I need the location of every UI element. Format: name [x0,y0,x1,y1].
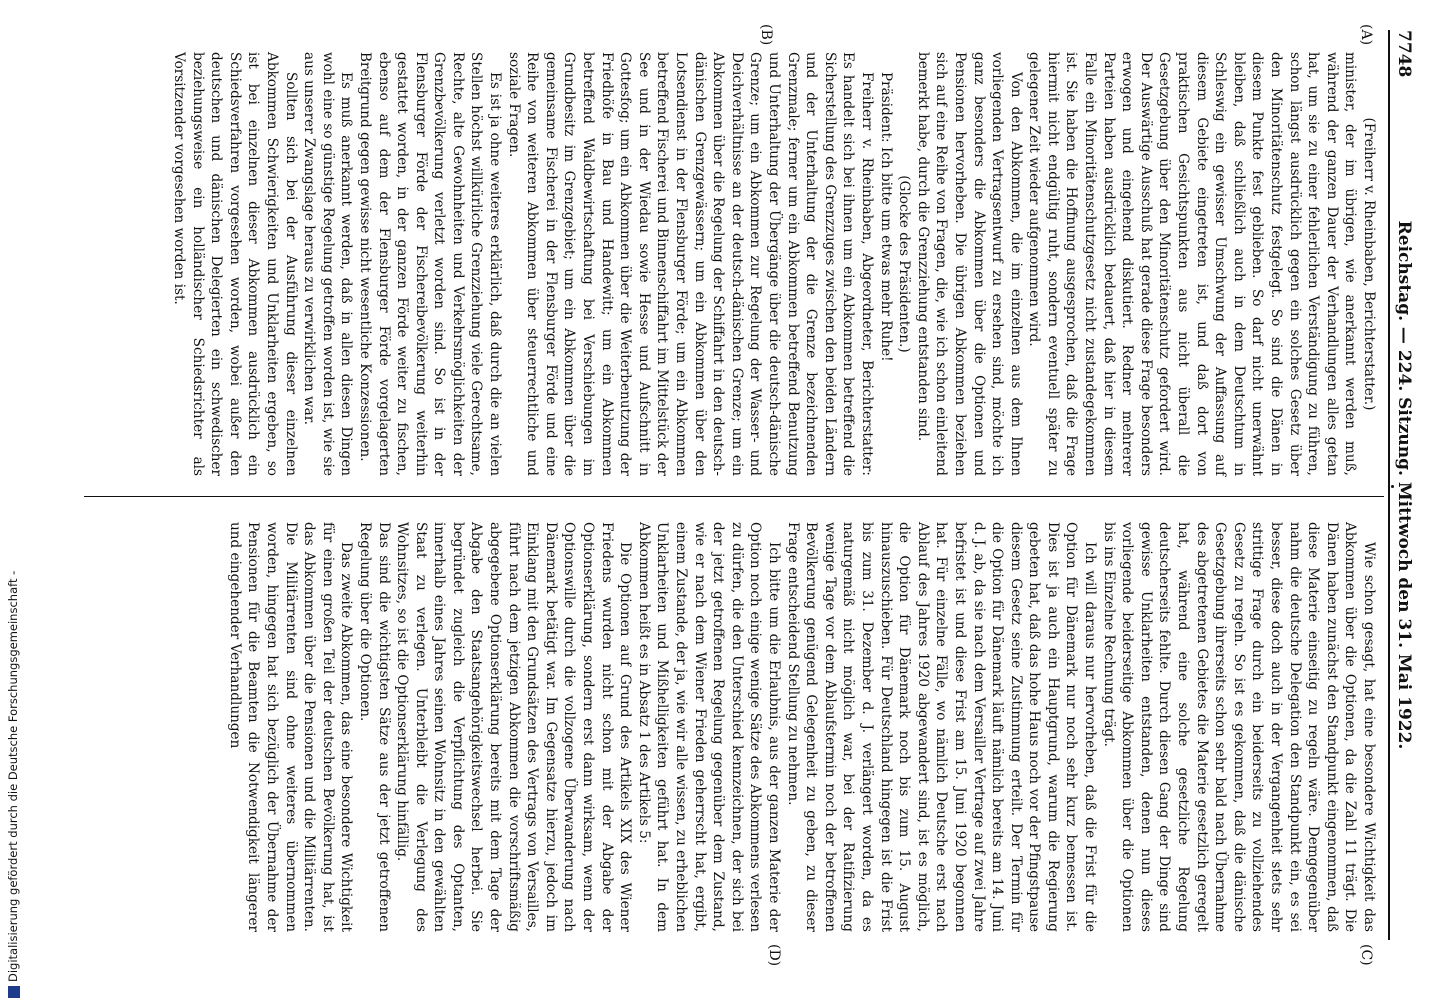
paragraph: Das zweite Abkommen, das eine besondere Wichtigkeit für einen großen Teil der deutschen Bevölkerung hat, ist das Abkommen über die Pensionen und die Militärrenten. Die Militärrenten sind ohne weiteres übernommen worden, hingegen hat sich bezüglich der Übernahme der Pensionen für die Beamten die Notwendigkeit längerer und eingehender Verhandlungen [226,522,355,932]
footer-credit: Digitalisierung gefördert durch die Deutsche Forschungsgemeinschaft - [6,570,20,982]
quotation: Die Optionen auf Grund des Artikels XIX des Wiener Friedens wurden nicht schon mit der Abgabe der Optionserklärung, sondern erst dann wirksam, wenn der Optionswille durch die vollzogene Überwanderung nach Dänemark betätigt war. Im Gegensatze hierzu, jedoch im Einklang mit den Grundsätzen des Vertrags von Versailles, führt nach dem jetzigen Abkommen die vorschriftsmäßig abgegebene Optionserklärung bereits mit dem Tage der Abgabe den Staatsangehörigkeitswechsel herbei. Sie begründet zugleich die Verpflichtung des Optanten, innerhalb eines Jahres seinen Wohnsitz in den gewählten Staat zu verlegen. Unterbleibt die Verlegung des Wohnsitzes, so ist die Optionserklärung hinfällig. [394,522,634,932]
paragraph: Das sind die wichtigsten Sätze aus der jetzt getroffenen Regelung über die Optionen. [356,522,392,932]
page-number: 7748 [1394,30,1414,78]
paragraph: Es ist ja ohne weiteres erklärlich, daß durch die an vielen Stellen höchst willkürliche Grenzziehung viele Gerechtsame, Rechte, alte Gewohnheiten und Verkehrsmöglichkeiten der Grenzbevölkerung verletzt worden sind. So ist in der Flensburger Förde der Fischereibevölkerung weiterhin gestattet worden, in der ganzen Förde weiter zu fischen, ebenso auf dem der Flensburger Förde vorgelagerten Breitgrund gegen gewisse nicht wesentliche Konzessionen. [356,52,504,476]
paragraph: minister, der im übrigen, wie anerkannt werden muß, während der ganzen Dauer der Verhandlungen alles getan hat, um sie zu einer fehlerlichen Verständigung zu führen, schon längst ausdrücklich gegen ein solches Gesetz über den Minoritätenschutz festgelegt. So sind die Dänen in diesem Punkte fest geblieben. So darf nicht unerwähnt bleiben, daß schließlich auch in dem Deutschtum in Schleswig ein gewisser Umschwung der Auffassung auf diesem Gebiete eingetreten ist, und daß dort von praktischen Gesichtspunkten aus nicht überall die Gesetzgebung über den Minoritätenschutz gefordert wird. Der Auswärtige Ausschuß hat gerade diese Frage besonders erwogen und eingehend diskutiert. Redner mehrerer Parteien haben ausdrücklich bedauert, daß hier in diesem Falle ein Minoritätenschutzgesetz nicht zustandegekommen ist. Sie haben die Hoffnung ausgesprochen, daß die Frage hiermit nicht endgültig ruht, sondern eventuell später zu gelegener Zeit wieder aufgenommen wird. [1026,52,1359,476]
paragraph: Es muß anerkannt werden, daß in allen diesen Dingen wohl eine so günstige Regelung getroffen worden ist, wie sie aus unserer Zwangslage heraus zu verwirklichen war. [301,52,355,476]
margin-marker-c: (C) [1358,944,1374,966]
paragraph: Ich bitte um die Erlaubnis, aus der ganzen Materie der Option noch einige wenige Sätze des Abkommens verlesen zu dürfen, die den Unterschied kennzeichnen, der sich bei der jetzt getroffenen Regelung gegenüber dem Zustand, wie er nach dem Wiener Frieden geherrscht hat, ergibt, einem Zustande, der ja, wie wir alle wissen, zu erheblichen Unklarheiten und Mißhelligkeiten geführt hat. In dem Abkommen heißt es in Absatz 1 des Artikels 5: [635,522,782,932]
margin-marker-a: (A) [1358,24,1374,46]
paragraph: Ich will daraus nur hervorheben, daß die Frist für die Option für Dänemark nur noch sehr kurz bemessen ist. Dies ist ja auch ein Hauptgrund, warum die Regierung gebeten hat, daß das hohe Haus noch vor der Pfingstpause diesem Gesetz seine Zustimmung erteilt. Der Termin für die Option für Dänemark läuft nämlich bereits am 14. Juni d. J. ab, da sie nach dem Versailler Vertrage auf zwei Jahre befristet ist und diese Frist am 15. Juni 1920 begonnen hat. Für einzelne Fälle, wo nämlich Deutsche erst nach Ablauf des Jahres 1920 abgewandert sind, ist es möglich, die Option für Dänemark noch bis zum 15. August hinauszuschieben. Für Deutschland hingegen ist die Frist bis zum 31. Dezember d. J. verlängert worden, da es naturgemäß nicht möglich war, bei der Ratifizierung wenige Tage vor dem Ablaufstermin noch der betroffenen Bevölkerung genügend Gelegenheit zu geben, zu dieser Frage entscheidend Stellung zu nehmen. [784,522,1099,932]
dfg-logo-icon [8,986,20,998]
paragraph: Von den Abkommen, die im einzelnen aus dem Ihnen vorliegenden Vertragsentwurf zu ersehen sind, möchte ich ganz besonders die Abkommen über die Optionen und Pensionen hervorheben. Die übrigen Abkommen beziehen sich auf eine Reihe von Fragen, die, wie ich schon einleitend bemerkt habe, durch die Grenzziehung entstanden sind. [914,52,1024,476]
margin-marker-b: (B) [758,24,774,46]
paragraph: Sollten sich bei der Ausführung dieser einzelnen Abkommen Schwierigkeiten und Unklarheiten ergeben, so ist bei einzelnen dieser Abkommen ausdrücklich ein Schiedsverfahren vorgesehen worden, wobei außer den deutschen und dänischen Delegierten ein schwedischer beziehungsweise ein holländischer Schiedsrichter als Vorsitzender vorgesehen worden ist. [171,52,299,476]
paragraph: Wie schon gesagt, hat eine besondere Wichtigkeit das Abkommen über die Optionen, da die Zahl 11 trägt. Die Dänen haben zunächst den Standpunkt eingenommen, daß diese Materie einseitig zu regeln wäre. Demgegenüber nahm die deutsche Delegation den Standpunkt ein, es sei besser, diese doch auch in der Vergangenheit stets sehr strittige Frage durch ein beiderseits zu vollziehendes Gesetz zu regeln. So ist es gekommen, daß die dänische Gesetzgebung ihrerseits schon sehr bald nach Übernahme des abgetretenen Gebietes die Materie gesetzlich geregelt hat, während eine solche gesetzliche Regelung deutscherseits fehlte. Durch diesen Gang der Dinge sind gewisse Unklarheiten entstanden, denen nun dieses vorliegende beiderseitige Abkommen über die Optionen bis ins Einzelne Rechnung trägt. [1100,522,1377,932]
speaker-line: (Freiherr v. Rheinbaben, Berichterstatter.) [1361,117,1377,411]
digitization-footer [0,0,28,1000]
stage-direction: (Glocke des Präsidenten.) [896,175,913,353]
left-column [169,52,1378,476]
ink-speck [1391,485,1394,488]
running-title: Reichstag. — 224. Sitzung. Mittwoch den 31. Mai 1922. [1394,220,1414,750]
president-remark: Präsident: Ich bitte um etwas mehr Ruhe! [877,72,894,362]
column-divider [84,496,1384,497]
paragraph: Freiherr v. Rheinbaben, Abgeordneter, Berichterstatter: Es handelt sich bei ihnen um ein Abkommen betreffend die Sicherstellung des Grenzzuges zwischen den beiden Ländern und der Unterhaltung der die Grenze bezeichnenden Grenzmale; ferner um ein Abkommen betreffend Benutzung und Unterhaltung der Übergänge über die deutsch-dänische Grenze; um ein Abkommen zur Regelung der Wasser- und Deichverhältnisse an der deutsch-dänischen Grenze; um ein Abkommen über die Regelung der Schiffahrt in den deutsch-dänischen Grenzgewässern; um ein Abkommen über den Lotsendienst in der Flensburger Förde; um ein Abkommen betreffend Fischerei und Binnenschiffahrt im Mittelstück der See und in der Wiedau sowie Hesse und Aufschnitt in Gottesfog; um ein Abkommen über die Weiterbenutzung der Friedhöfe in Bau und Handewitt; um ein Abkommen betreffend Waldbewirtschaftung bei Verschiebungen im Grundbesitz im Grenzgebiet; um ein Abkommen über die gemeinsame Fischerei in der Flensburger Förde und eine Reihe von weiteren Abkommen über steuerrechtliche und soziale Fragen. [505,52,875,476]
right-column [225,522,1378,932]
margin-marker-d: (D) [766,944,782,967]
